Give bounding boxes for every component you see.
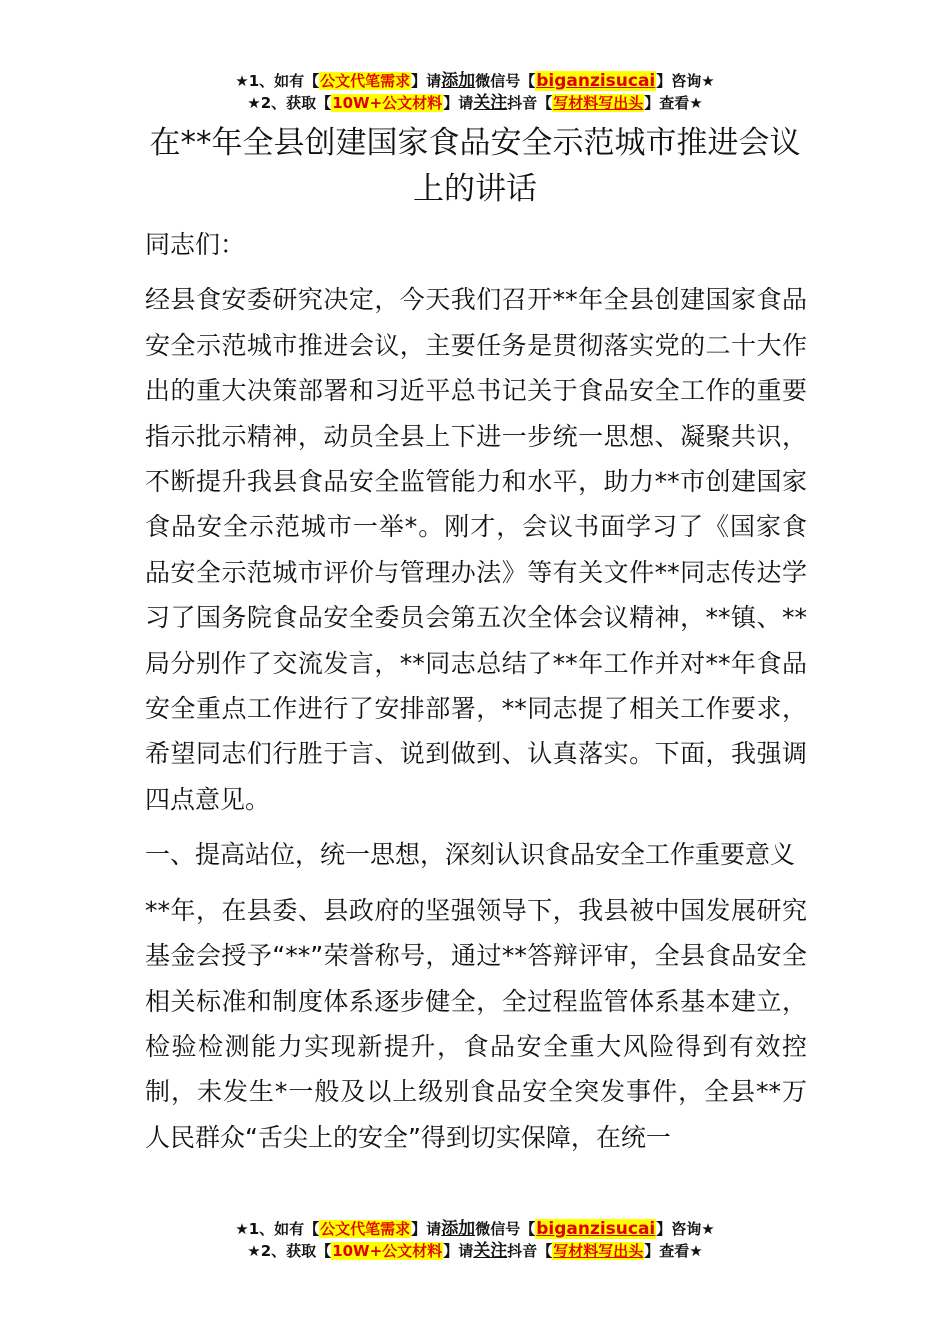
promo-text: ★2、获取【 bbox=[247, 1242, 332, 1260]
promo-highlight-douyin[interactable]: 写材料写出头 bbox=[553, 1242, 644, 1260]
promo-highlight-service: 公文代笔需求 bbox=[320, 1220, 411, 1238]
promo-text: 微信号【 bbox=[475, 72, 536, 90]
body-paragraph-section-1: **年，在县委、县政府的坚强领导下，我县被中国发展研究基金会授予“**”荣誉称号，通过**答辩评审，全县食品安全相关标准和制度体系逐步健全，全过程监管体系基本建立，检验检测能力实现新提升，食品安全重大风险得到有效控制，未发生*一般及以上级别食品安全突发事件，全县**万人民群众“舌尖上的安全”得到切实保障，在统一 bbox=[145, 895, 807, 1152]
document-title: 在**年全县创建国家食品安全示范城市推进会议上的讲话 bbox=[149, 125, 801, 207]
promo-highlight-materials: 10W+公文材料 bbox=[332, 94, 443, 112]
promo-text: 抖音【 bbox=[507, 1242, 553, 1260]
promo-highlight-wechat-id[interactable]: biganzisucai bbox=[536, 71, 656, 91]
promo-emphasis: 关注 bbox=[473, 1241, 508, 1261]
body-paragraph-intro: 经县食安委研究决定，今天我们召开**年全县创建国家食品安全示范城市推进会议，主要任务是贯彻落实党的二十大作出的重大决策部署和习近平总书记关于食品安全工作的重要指示批示精神，动员全县上下进一步统一思想、凝聚共识，不断提升我县食品安全监管能力和水平，助力**市创建国家食品安全示范城市一举*。刚才，会议书面学习了《国家食品安全示范城市评价与管理办法》等有关文件**同志传达学习了国务院食品安全委员会第五次全体会议精神，**镇、**局分别作了交流发言，**同志总结了**年工作并对**年食品安全重点工作进行了安排部署，**同志提了相关工作要求，希望同志们行胜于言、说到做到、认真落实。下面，我强调四点意见。 bbox=[145, 285, 807, 814]
promo-line-1 bbox=[0, 70, 950, 92]
promo-text: 】请 bbox=[411, 1220, 442, 1238]
promo-banner-bottom bbox=[0, 1218, 950, 1262]
promo-text: 】请 bbox=[443, 1242, 474, 1260]
promo-highlight-service: 公文代笔需求 bbox=[320, 72, 411, 90]
promo-text: 抖音【 bbox=[507, 94, 553, 112]
promo-emphasis: 添加 bbox=[441, 71, 476, 91]
promo-highlight-materials: 10W+公文材料 bbox=[332, 1242, 443, 1260]
promo-text: 微信号【 bbox=[475, 1220, 536, 1238]
document-body bbox=[145, 222, 807, 1170]
promo-emphasis: 关注 bbox=[473, 93, 508, 113]
promo-text: 】查看★ bbox=[644, 1242, 703, 1260]
promo-text: ★2、获取【 bbox=[247, 94, 332, 112]
promo-text: 】请 bbox=[411, 72, 442, 90]
promo-text: 】查看★ bbox=[644, 94, 703, 112]
promo-text: 】咨询★ bbox=[656, 72, 715, 90]
promo-emphasis: 添加 bbox=[441, 1219, 476, 1239]
promo-line-2 bbox=[0, 92, 950, 114]
promo-text: 】请 bbox=[443, 94, 474, 112]
promo-text: ★1、如有【 bbox=[235, 72, 320, 90]
promo-highlight-wechat-id[interactable]: biganzisucai bbox=[536, 1219, 656, 1239]
promo-banner-top bbox=[0, 70, 950, 114]
promo-line-1 bbox=[0, 1218, 950, 1240]
salutation: 同志们： bbox=[145, 230, 246, 259]
promo-text: 】咨询★ bbox=[656, 1220, 715, 1238]
promo-highlight-douyin[interactable]: 写材料写出头 bbox=[553, 94, 644, 112]
promo-line-2 bbox=[0, 1240, 950, 1262]
promo-text: ★1、如有【 bbox=[235, 1220, 320, 1238]
section-heading-1: 一、提高站位，统一思想，深刻认识食品安全工作重要意义 bbox=[145, 840, 796, 870]
